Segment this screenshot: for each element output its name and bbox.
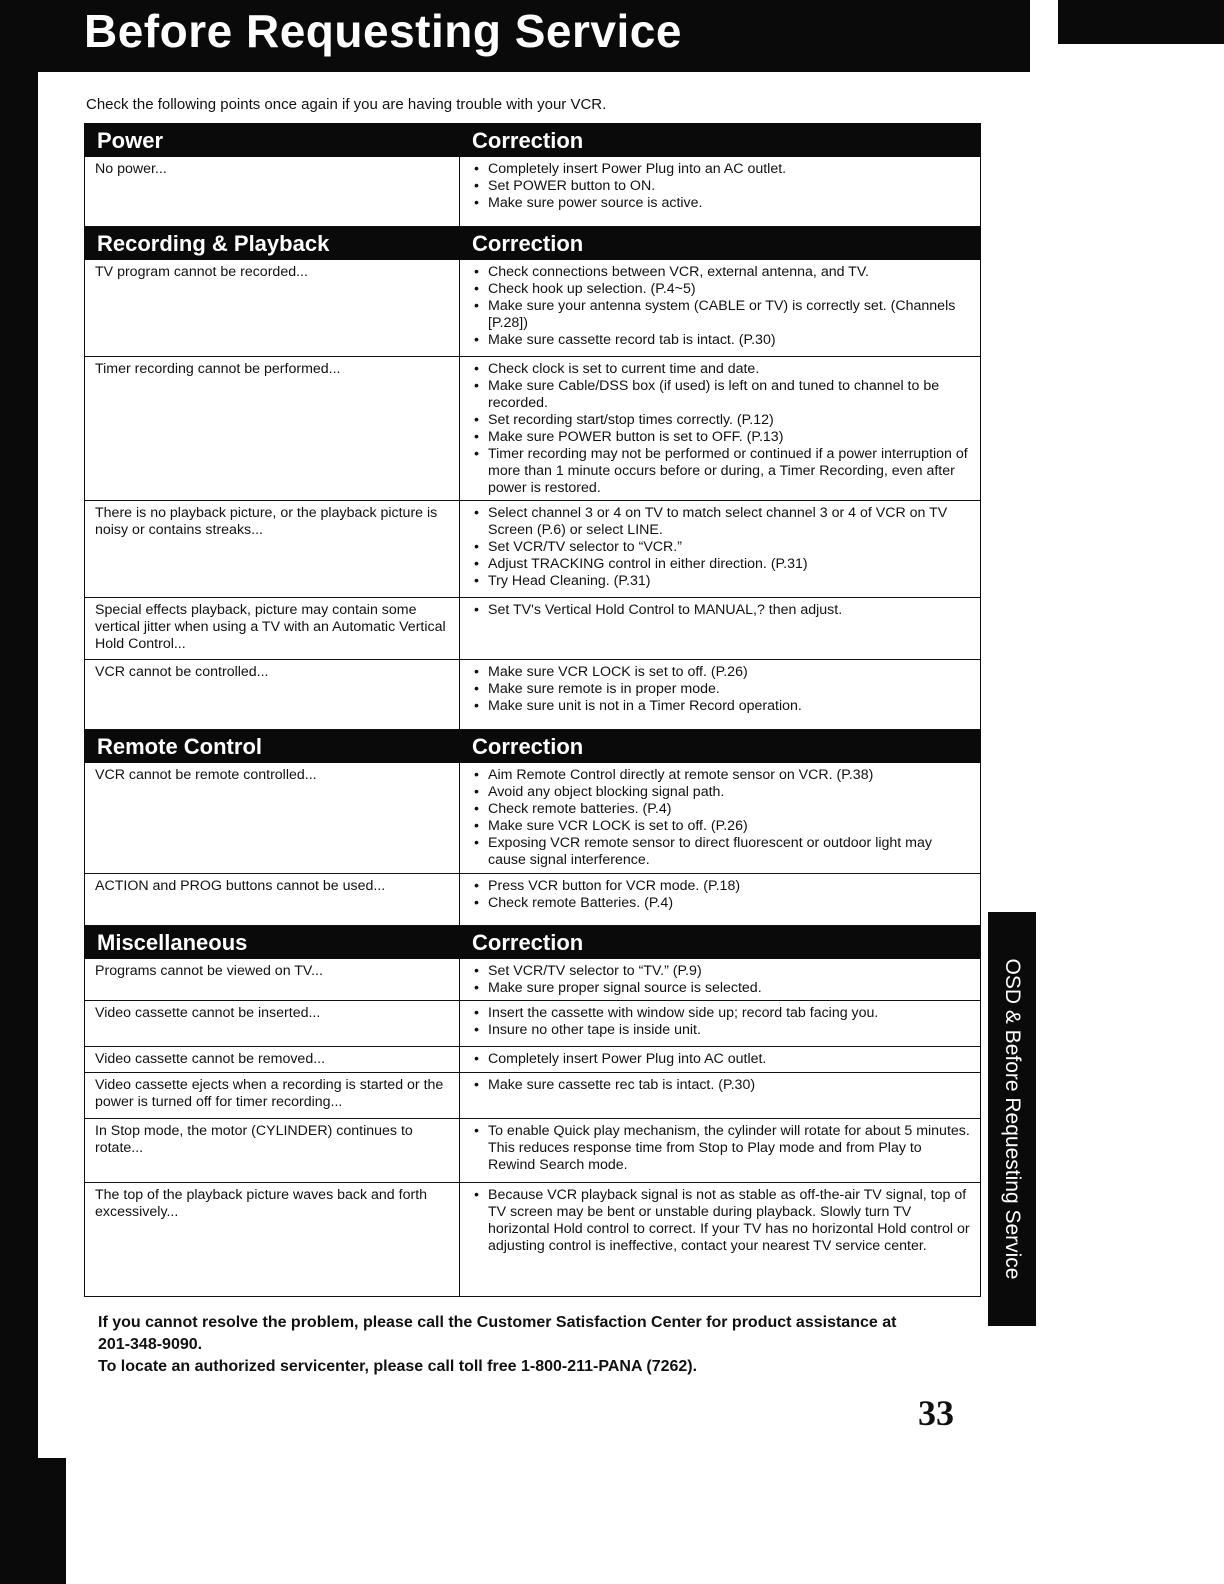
correction-item: • Check connections between VCR, external antenna, and TV.: [488, 264, 972, 281]
correction-list: [470, 161, 972, 212]
correction-item: • Check clock is set to current time and date.: [488, 361, 972, 378]
correction-cell: [460, 1001, 981, 1047]
correction-item: • Set VCR/TV selector to “TV.” (P.9): [488, 963, 972, 980]
table-row: [85, 357, 981, 501]
correction-item: • Aim Remote Control directly at remote sensor on VCR. (P.38): [488, 767, 972, 784]
table-row: [85, 1047, 981, 1073]
footer-line-support: If you cannot resolve the problem, please call the Customer Satisfaction Center for product assistance at 201-348-9090.: [98, 1314, 897, 1353]
table-row: [85, 157, 981, 227]
correction-item: • Timer recording may not be performed or continued if a power interruption of more than 1 minute occurs before or during, a Timer Recording, even after power is restored.: [488, 446, 972, 497]
correction-item: • Make sure unit is not in a Timer Record operation.: [488, 698, 972, 715]
corner-block: [1058, 0, 1224, 44]
problem-cell: VCR cannot be controlled...: [85, 660, 460, 730]
correction-item: • Adjust TRACKING control in either direction. (P.31): [488, 556, 972, 573]
correction-item: • Check remote batteries. (P.4): [488, 801, 972, 818]
section-header-row: [85, 124, 981, 157]
footer-contact: [98, 1312, 918, 1378]
correction-cell: [460, 1047, 981, 1073]
correction-item: • Press VCR button for VCR mode. (P.18): [488, 878, 972, 895]
correction-cell: [460, 874, 981, 926]
footer-line-service: To locate an authorized servicenter, please call toll free 1-800-211-PANA (7262).: [98, 1358, 698, 1375]
correction-list: [470, 1005, 972, 1039]
problem-cell: There is no playback picture, or the playback picture is noisy or contains streaks...: [85, 501, 460, 598]
section-header-row: [85, 730, 981, 763]
correction-cell: [460, 1183, 981, 1297]
correction-list: [470, 505, 972, 590]
correction-item: • Completely insert Power Plug into an AC outlet.: [488, 161, 972, 178]
page-title: Before Requesting Service: [84, 5, 682, 57]
table-row: [85, 260, 981, 357]
problem-cell: TV program cannot be recorded...: [85, 260, 460, 357]
correction-item: • Insert the cassette with window side up; record tab facing you.: [488, 1005, 972, 1022]
table-row: [85, 1119, 981, 1183]
correction-cell: [460, 959, 981, 1001]
correction-cell: [460, 598, 981, 660]
correction-cell: [460, 501, 981, 598]
table-row: [85, 874, 981, 926]
correction-list: [470, 963, 972, 997]
correction-list: [470, 1077, 972, 1094]
problem-cell: Timer recording cannot be performed...: [85, 357, 460, 501]
troubleshooting-table: [84, 123, 981, 1297]
correction-item: • Make sure VCR LOCK is set to off. (P.26): [488, 818, 972, 835]
correction-item: • Insure no other tape is inside unit.: [488, 1022, 972, 1039]
correction-item: • Check hook up selection. (P.4~5): [488, 281, 972, 298]
correction-cell: [460, 1119, 981, 1183]
correction-list: [470, 1187, 972, 1255]
correction-cell: [460, 660, 981, 730]
problem-cell: No power...: [85, 157, 460, 227]
problem-cell: ACTION and PROG buttons cannot be used...: [85, 874, 460, 926]
problem-cell: Special effects playback, picture may contain some vertical jitter when using a TV with an Automatic Vertical Hold Control...: [85, 598, 460, 660]
correction-item: • Make sure cassette rec tab is intact. (P.30): [488, 1077, 972, 1094]
correction-item: • Set VCR/TV selector to “VCR.”: [488, 539, 972, 556]
section-heading: Miscellaneous: [85, 926, 460, 959]
correction-cell: [460, 260, 981, 357]
correction-list: [470, 878, 972, 912]
intro-text: Check the following points once again if you are having trouble with your VCR.: [86, 96, 607, 113]
correction-item: • Make sure remote is in proper mode.: [488, 681, 972, 698]
correction-item: • Set POWER button to ON.: [488, 178, 972, 195]
left-edge-bar: [0, 0, 38, 1584]
problem-cell: Video cassette cannot be inserted...: [85, 1001, 460, 1047]
side-tab-label: OSD & Before Requesting Service: [1001, 958, 1024, 1280]
correction-list: [470, 264, 972, 349]
correction-item: • To enable Quick play mechanism, the cylinder will rotate for about 5 minutes. This reduces response time from Stop to Play mode and from Play to Rewind Search mode.: [488, 1123, 972, 1174]
correction-item: • Try Head Cleaning. (P.31): [488, 573, 972, 590]
left-edge-bar-bottom: [0, 1458, 66, 1584]
correction-cell: [460, 763, 981, 874]
correction-item: • Check remote Batteries. (P.4): [488, 895, 972, 912]
table-row: [85, 763, 981, 874]
correction-item: • Make sure proper signal source is selected.: [488, 980, 972, 997]
correction-item: • Because VCR playback signal is not as stable as off-the-air TV signal, top of TV screen may be bent or unstable during playback. Slowly turn TV horizontal Hold control to correct. If your TV has no horizontal Hold control or adjusting control is ineffective, contact your nearest TV service center.: [488, 1187, 972, 1255]
section-header-row: [85, 227, 981, 260]
correction-list: [470, 602, 972, 619]
correction-cell: [460, 357, 981, 501]
correction-item: • Make sure POWER button is set to OFF. (P.13): [488, 429, 972, 446]
correction-item: • Completely insert Power Plug into AC outlet.: [488, 1051, 972, 1068]
table-row: [85, 1001, 981, 1047]
correction-item: • Exposing VCR remote sensor to direct fluorescent or outdoor light may cause signal interference.: [488, 835, 972, 869]
section-heading: Power: [85, 124, 460, 157]
section-header-row: [85, 926, 981, 959]
table-row: [85, 1183, 981, 1297]
correction-list: [470, 1051, 972, 1068]
page-number: 33: [918, 1393, 954, 1433]
correction-list: [470, 1123, 972, 1174]
problem-cell: Video cassette cannot be removed...: [85, 1047, 460, 1073]
table-row: [85, 598, 981, 660]
correction-heading: Correction: [460, 227, 981, 260]
table-row: [85, 501, 981, 598]
correction-heading: Correction: [460, 730, 981, 763]
table-row: [85, 959, 981, 1001]
correction-item: • Make sure Cable/DSS box (if used) is left on and tuned to channel to be recorded.: [488, 378, 972, 412]
section-heading: Remote Control: [85, 730, 460, 763]
correction-heading: Correction: [460, 124, 981, 157]
correction-item: • Set recording start/stop times correctly. (P.12): [488, 412, 972, 429]
problem-cell: In Stop mode, the motor (CYLINDER) continues to rotate...: [85, 1119, 460, 1183]
correction-item: • Set TV's Vertical Hold Control to MANUAL,? then adjust.: [488, 602, 972, 619]
correction-item: • Make sure cassette record tab is intact. (P.30): [488, 332, 972, 349]
problem-cell: Video cassette ejects when a recording is started or the power is turned off for timer recording...: [85, 1073, 460, 1119]
correction-list: [470, 361, 972, 497]
table-row: [85, 1073, 981, 1119]
problem-cell: The top of the playback picture waves back and forth excessively...: [85, 1183, 460, 1297]
correction-item: • Make sure power source is active.: [488, 195, 972, 212]
correction-cell: [460, 157, 981, 227]
correction-list: [470, 767, 972, 869]
correction-cell: [460, 1073, 981, 1119]
correction-item: • Select channel 3 or 4 on TV to match select channel 3 or 4 of VCR on TV Screen (P.6) or select LINE.: [488, 505, 972, 539]
problem-cell: Programs cannot be viewed on TV...: [85, 959, 460, 1001]
correction-heading: Correction: [460, 926, 981, 959]
problem-cell: VCR cannot be remote controlled...: [85, 763, 460, 874]
correction-list: [470, 664, 972, 715]
correction-item: • Avoid any object blocking signal path.: [488, 784, 972, 801]
correction-item: • Make sure your antenna system (CABLE or TV) is correctly set. (Channels [P.28]): [488, 298, 972, 332]
section-heading: Recording & Playback: [85, 227, 460, 260]
table-row: [85, 660, 981, 730]
correction-item: • Make sure VCR LOCK is set to off. (P.26): [488, 664, 972, 681]
